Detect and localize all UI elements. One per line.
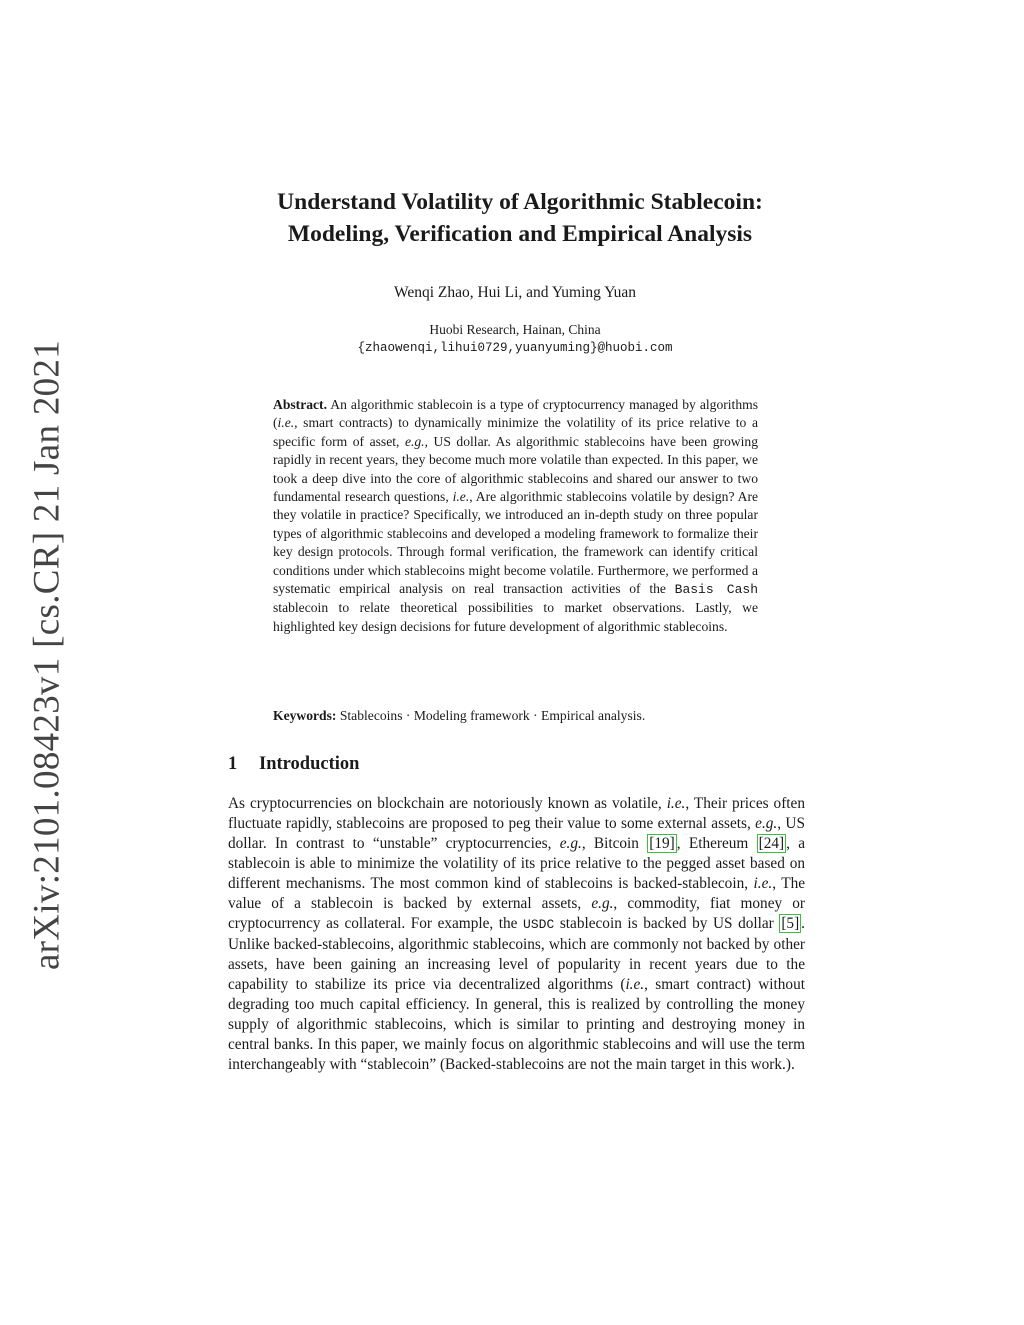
intro-paragraph (228, 794, 805, 1075)
section-heading (228, 754, 359, 775)
intro-text: , a stablecoin is able to minimize the volatility of its price relative to the pegged asset based on different mechanisms. The most common kind of stablecoins is backed-stablecoin, (228, 835, 806, 892)
intro-text: . Unlike backed-stablecoins, algorithmic stablecoins, which are commonly not backed by other assets, have been gaining an increasing level of popularity in recent years due to the capability to stabilize its price via decentralized algorithms ( (228, 915, 805, 993)
abstract-text: , Are algorithmic stablecoins volatile by design? Are they volatile in practice? Specifically, we introduced an in-depth study on three popular types of algorithmic stablecoins and developed a modeling framework to formalize their key design protocols. Through formal verification, the framework can identify critical conditions under which stablecoins might become volatile. Furthermore, we performed a systematic empirical analysis on real transaction activities of the (273, 489, 758, 597)
intro-text: , US dollar. In contrast to “unstable” cryptocurrencies, (228, 815, 805, 852)
citation-link-5[interactable]: [5] (781, 915, 800, 932)
intro-text: , smart contract) without degrading too much capital efficiency. In general, this is realized by controlling the money supply of algorithmic stablecoins, which is similar to printing and destroying money in central banks. In this paper, we mainly focus on algorithmic stablecoins and will use the term interchangeably with “stablecoin” (Backed-stablecoins are not the main target in this work.). (228, 976, 805, 1073)
title-line-1: Understand Volatility of Algorithmic Stablecoin: (277, 189, 763, 215)
abstract-text: , US dollar. As algorithmic stablecoins have been growing rapidly in recent years, they become much more volatile than expected. In this paper, we took a deep dive into the core of algorithmic stablecoins and shared our answer to two fundamental research questions, (273, 433, 758, 505)
affiliation-block (200, 320, 830, 358)
intro-text: stablecoin is backed by US dollar (554, 915, 780, 932)
section-title: Introduction (259, 754, 360, 774)
intro-ie: i.e. (753, 875, 773, 892)
email: {zhaowenqi,lihui0729,yuanyuming}@huobi.com (357, 341, 673, 355)
intro-text: , The value of a stablecoin is backed by external assets, (228, 875, 806, 912)
intro-text: , commodity, fiat money or cryptocurrency as collateral. For example, the (228, 895, 805, 932)
intro-ie: i.e. (625, 976, 645, 993)
intro-ie: i.e. (666, 795, 686, 812)
intro-text: , Bitcoin (581, 835, 648, 852)
intro-eg: e.g. (591, 895, 614, 912)
intro-eg: e.g. (559, 835, 582, 852)
intro-text: , Their prices often fluctuate rapidly, stablecoins are proposed to peg their value to some external assets, (228, 795, 805, 832)
intro-text: As cryptocurrencies on blockchain are notoriously known as volatile, (228, 795, 667, 812)
citation-link-19[interactable]: [19] (649, 835, 675, 852)
affiliation: Huobi Research, Hainan, China (429, 322, 601, 337)
abstract-ie: i.e. (277, 415, 295, 431)
section-number: 1 (228, 754, 238, 774)
keywords-text: Stablecoins · Modeling framework · Empirical analysis. (336, 708, 646, 723)
abstract-label: Abstract. (273, 397, 327, 412)
intro-eg: e.g. (755, 815, 778, 832)
abstract-text: stablecoin to relate theoretical possibilities to market observations. Lastly, we highlighted key design decisions for future development of algorithmic stablecoins. (273, 600, 758, 634)
arxiv-sidebar-stamp (12, 339, 82, 971)
keywords (273, 707, 758, 725)
title-line-2: Modeling, Verification and Empirical Analysis (287, 221, 753, 247)
abstract-code: Basis Cash (674, 582, 758, 598)
arxiv-id: arXiv:2101.08423v1 [cs.CR] 21 Jan 2021 (26, 339, 68, 971)
intro-code: USDC (523, 917, 555, 932)
abstract-text: An algorithmic stablecoin is a type of cryptocurrency managed by algorithms ( (273, 397, 758, 431)
intro-text: , Ethereum (676, 835, 757, 852)
abstract-text: , smart contracts) to dynamically minimize the volatility of its price relative to a specific form of asset, (273, 415, 758, 449)
keywords-label: Keywords: (273, 708, 337, 723)
abstract (273, 396, 758, 636)
abstract-eg: e.g. (404, 433, 425, 449)
paper-title (200, 186, 840, 250)
abstract-ie: i.e. (452, 489, 470, 505)
authors: Wenqi Zhao, Hui Li, and Yuming Yuan (393, 284, 637, 301)
citation-link-24[interactable]: [24] (758, 835, 785, 852)
